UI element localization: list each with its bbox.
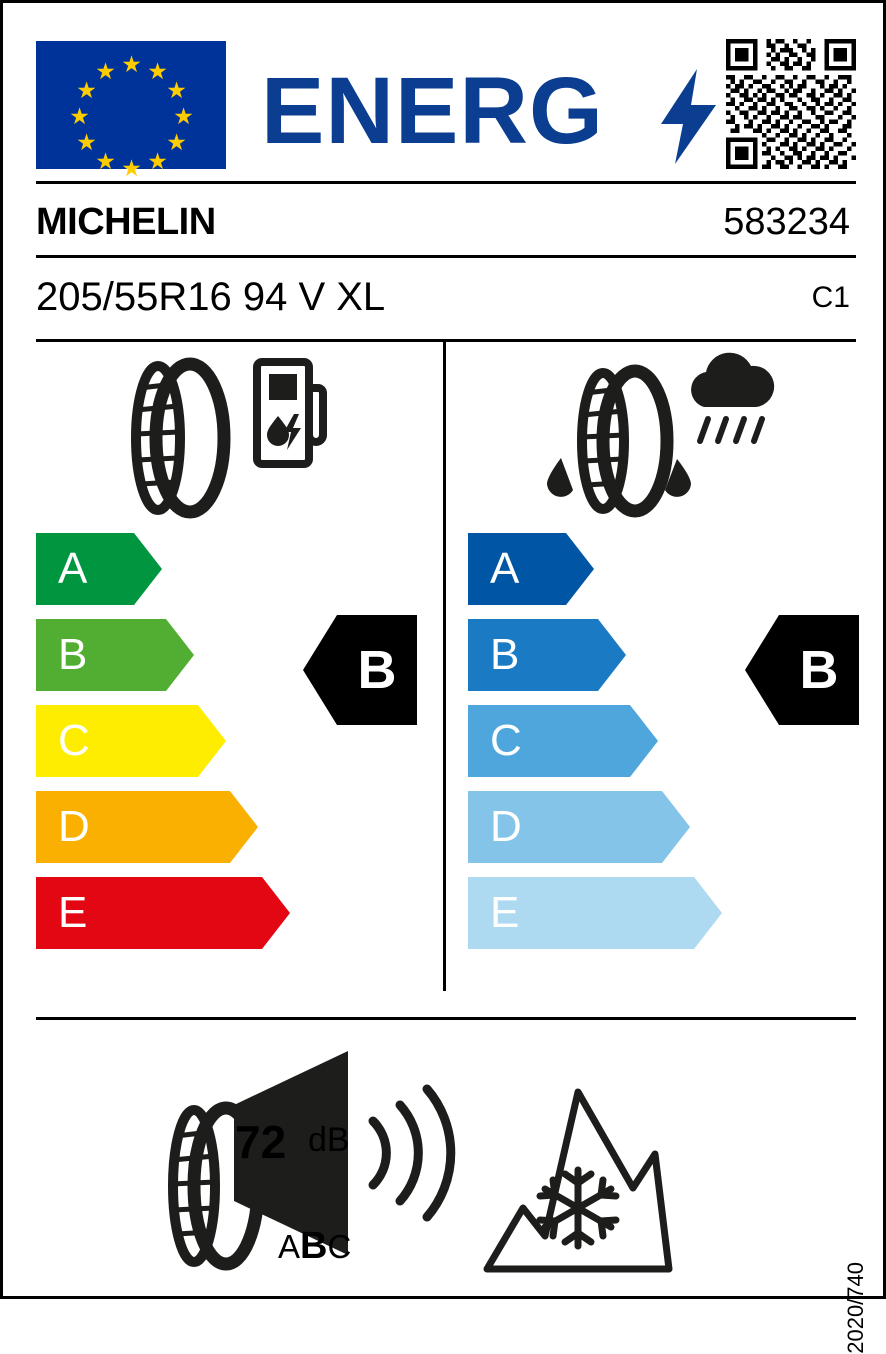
- rain-cloud-icon: [678, 355, 783, 465]
- divider-size: [36, 339, 856, 342]
- qr-code-icon: [726, 39, 856, 169]
- grade-letter: D: [490, 802, 522, 851]
- grade-letter: A: [490, 544, 520, 593]
- noise-unit: dB: [308, 1121, 350, 1159]
- tyre-icon: [128, 358, 248, 518]
- wet-result-letter: B: [799, 640, 839, 700]
- tyre-class: C1: [811, 281, 850, 314]
- grade-letter: D: [58, 802, 90, 851]
- noise-class-a: A: [278, 1228, 301, 1265]
- wet-grade-D: [468, 791, 690, 863]
- lightning-bolt-icon: [661, 69, 716, 164]
- divider-brand: [36, 255, 856, 258]
- grade-letter: B: [490, 630, 520, 679]
- grade-letter: E: [490, 888, 520, 937]
- noise-value: 72: [235, 1116, 287, 1168]
- fuel-grade-C: [36, 705, 226, 777]
- tyre-icon: [543, 363, 693, 523]
- tyre-size: 205/55R16 94 V XL: [36, 275, 386, 319]
- grade-letter: C: [490, 716, 522, 765]
- wet-grade-A: [468, 533, 594, 605]
- wet-grade-C: [468, 705, 658, 777]
- eu-flag-icon: ★ ★ ★ ★ ★ ★ ★ ★ ★ ★ ★ ★: [36, 41, 226, 169]
- fuel-grade-A: [36, 533, 162, 605]
- fuel-result-letter: B: [357, 640, 397, 700]
- fuel-grade-B: [36, 619, 194, 691]
- noise-class-b: B: [300, 1225, 328, 1267]
- fuel-result-marker: [303, 615, 417, 725]
- noise-class-scale: [278, 1225, 351, 1268]
- fuel-grade-E: [36, 877, 290, 949]
- grade-letter: B: [58, 630, 88, 679]
- regulation-code: 2020/740: [843, 1262, 868, 1354]
- grade-letter: C: [58, 716, 90, 765]
- energy-wordmark: ENERG: [261, 58, 604, 164]
- fuel-grade-D: [36, 791, 258, 863]
- brand-name: MICHELIN: [36, 201, 216, 243]
- wet-grade-E: [468, 877, 722, 949]
- wet-grade-B: [468, 619, 626, 691]
- divider-bottom: [36, 1017, 856, 1020]
- column-divider: [443, 341, 446, 991]
- three-peak-mountain-snowflake-icon: [483, 1088, 673, 1273]
- label-header: [36, 33, 856, 181]
- fuel-pump-icon: [253, 358, 328, 473]
- grade-letter: E: [58, 888, 88, 937]
- noise-class-c: C: [327, 1228, 352, 1265]
- wet-result-marker: [745, 615, 859, 725]
- divider-top: [36, 181, 856, 184]
- product-code: 583234: [723, 201, 850, 243]
- grade-letter: A: [58, 544, 88, 593]
